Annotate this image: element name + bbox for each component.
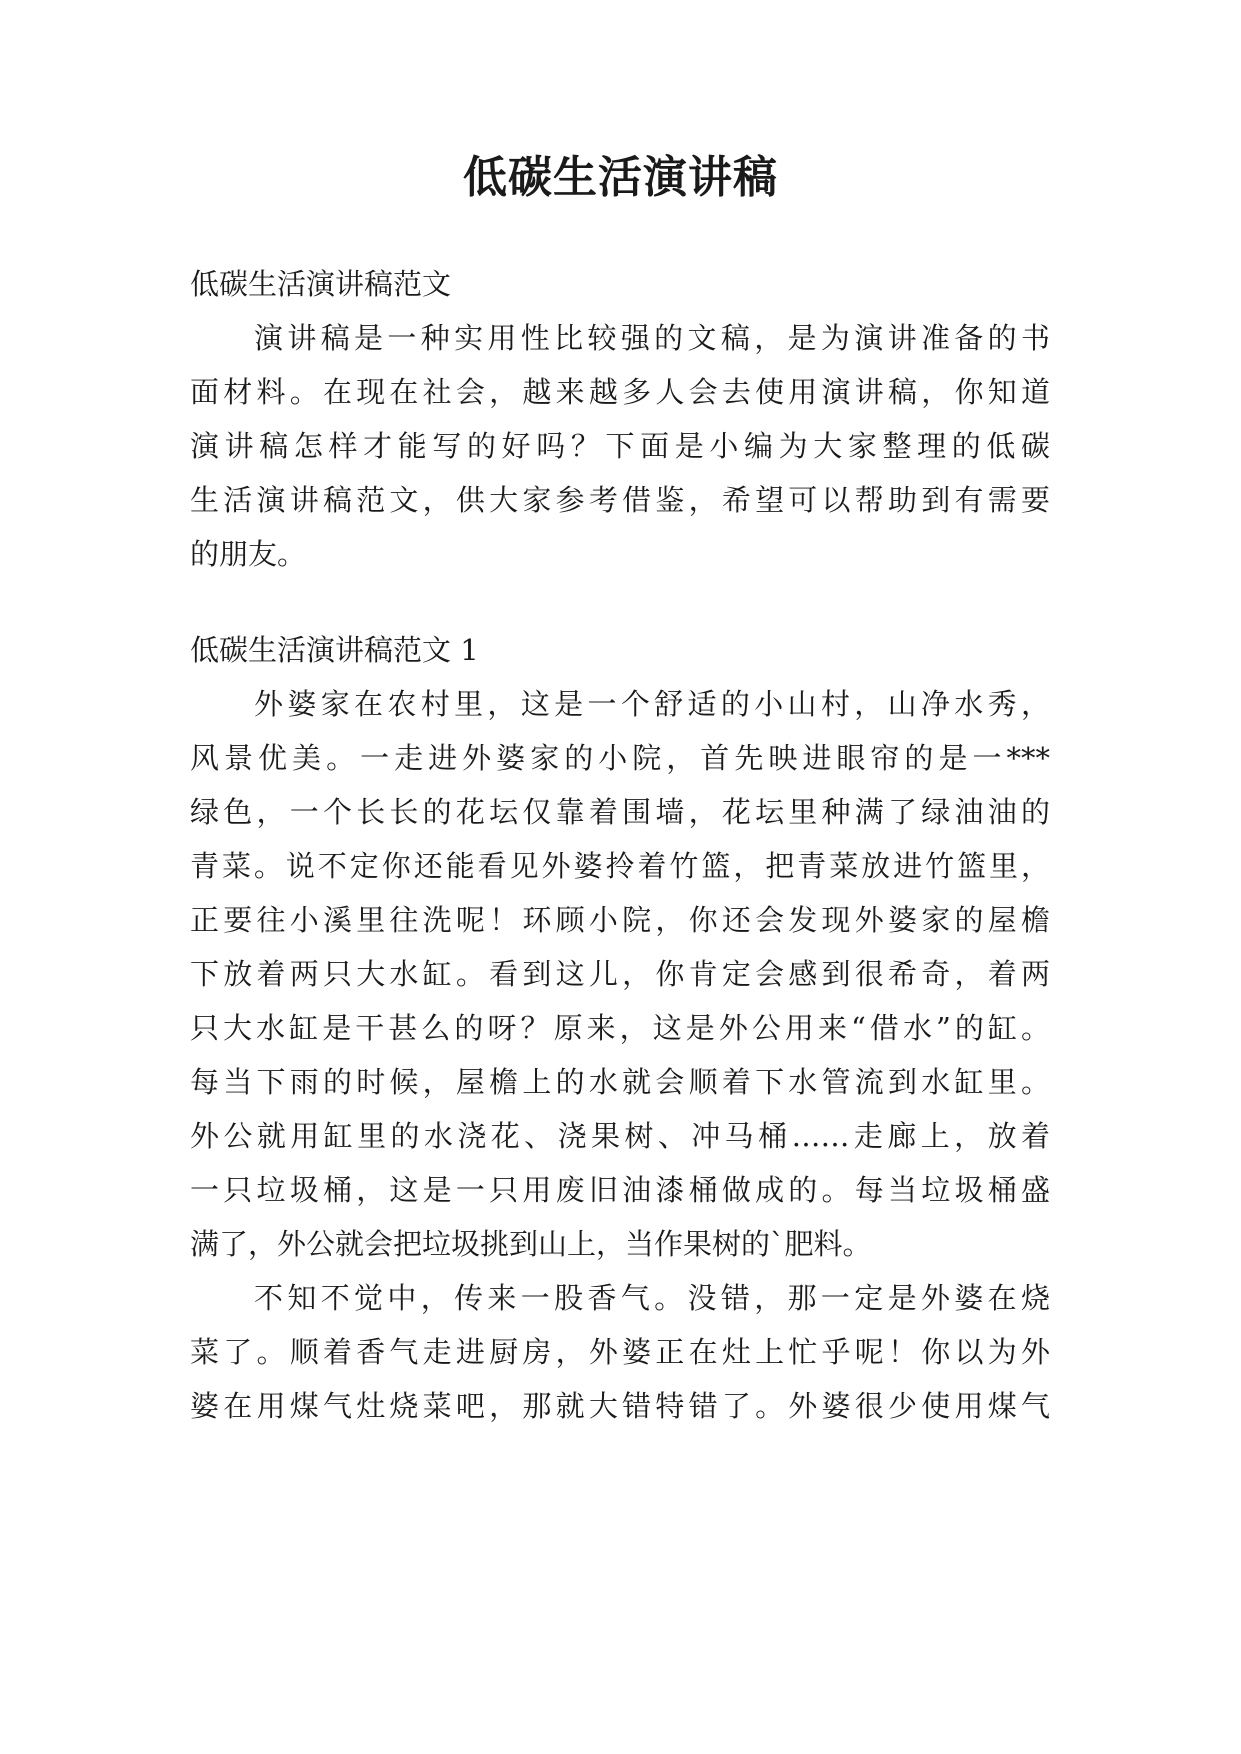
intro-heading: 低碳生活演讲稿范文 (190, 267, 452, 301)
paragraph-line: 绿色，一个长长的花坛仅靠着围墙，花坛里种满了绿油油的 (190, 795, 1050, 829)
intro-line: 演讲稿是一种实用性比较强的文稿，是为演讲准备的书 (254, 321, 1050, 355)
paragraph-line: 正要往小溪里往洗呢！环顾小院，你还会发现外婆家的屋檐 (190, 903, 1050, 937)
paragraph-line: 每当下雨的时候，屋檐上的水就会顺着下水管流到水缸里。 (190, 1065, 1050, 1099)
document-title: 低碳生活演讲稿 (463, 152, 778, 203)
paragraph-line: 下放着两只大水缸。看到这儿，你肯定会感到很希奇，着两 (190, 957, 1050, 991)
intro-line: 的朋友。 (190, 537, 307, 571)
intro-line: 面材料。在现在社会，越来越多人会去使用演讲稿，你知道 (190, 375, 1050, 409)
paragraph-line: 外婆家在农村里，这是一个舒适的小山村，山净水秀， (254, 687, 1050, 721)
paragraph-line: 不知不觉中，传来一股香气。没错，那一定是外婆在烧 (254, 1281, 1050, 1315)
paragraph-line: 一只垃圾桶，这是一只用废旧油漆桶做成的。每当垃圾桶盛 (190, 1173, 1050, 1207)
paragraph-line: 青菜。说不定你还能看见外婆拎着竹篮，把青菜放进竹篮里， (190, 849, 1050, 883)
paragraph-line: 风景优美。一走进外婆家的小院，首先映进眼帘的是一*** (190, 741, 1050, 775)
intro-line: 演讲稿怎样才能写的好吗？下面是小编为大家整理的低碳 (190, 429, 1050, 463)
section-heading: 低碳生活演讲稿范文 1 (190, 633, 479, 667)
intro-line: 生活演讲稿范文，供大家参考借鉴，希望可以帮助到有需要 (190, 483, 1050, 517)
paragraph-line: 外公就用缸里的水浇花、浇果树、冲马桶……走廊上，放着 (190, 1119, 1050, 1153)
paragraph-line: 婆在用煤气灶烧菜吧，那就大错特错了。外婆很少使用煤气 (190, 1389, 1050, 1423)
paragraph-line: 只大水缸是干甚么的呀？原来，这是外公用来“借水”的缸。 (190, 1011, 1050, 1045)
paragraph-line: 满了，外公就会把垃圾挑到山上，当作果树的`肥料。 (190, 1227, 872, 1261)
paragraph-line: 菜了。顺着香气走进厨房，外婆正在灶上忙乎呢！你以为外 (190, 1335, 1050, 1369)
